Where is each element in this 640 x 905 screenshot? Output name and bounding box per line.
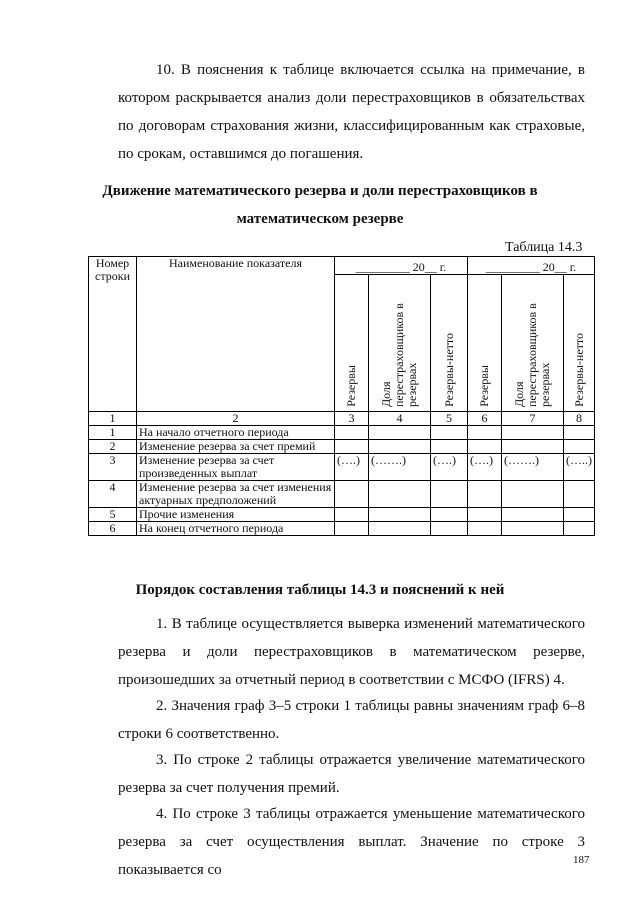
cell xyxy=(369,508,431,522)
cell xyxy=(431,481,468,508)
body-paragraph-2: 2. Значения граф 3–5 строки 1 таблицы равны значениям граф 6–8 строки 6 соответственно. xyxy=(118,698,585,742)
header-indicator-name: Наименование показателя xyxy=(137,257,335,412)
table-row xyxy=(89,440,595,454)
cell: (….) xyxy=(335,454,369,481)
table-title-line-1: Движение математического резерва и доли перестраховщиков в xyxy=(102,183,538,199)
header-period-1 xyxy=(335,257,468,275)
reserve-table xyxy=(88,256,595,536)
header-period-2 xyxy=(468,257,595,275)
col-number: 5 xyxy=(431,412,468,426)
subheader-net-reserves-1: Резервы-нетто xyxy=(431,275,468,412)
cell: (…..) xyxy=(564,454,595,481)
table-row xyxy=(89,508,595,522)
cell xyxy=(335,522,369,536)
row-number: 2 xyxy=(89,440,137,454)
col-number: 1 xyxy=(89,412,137,426)
row-name: Изменение резерва за счет изменения актуарных предположений xyxy=(137,481,335,508)
cell: (….) xyxy=(468,454,502,481)
cell xyxy=(564,426,595,440)
cell xyxy=(431,522,468,536)
cell xyxy=(431,426,468,440)
table-title-line-2: математическом резерве xyxy=(236,211,404,227)
row-name: Изменение резерва за счет премий xyxy=(137,440,335,454)
table-number: Таблица 14.3 xyxy=(505,240,583,255)
body-paragraph-4: 4. По строке 3 таблицы отражается уменьшение математического резерва за счет осуществления выплат. Значение по строке 3 показывается со xyxy=(118,806,585,878)
subheader-reinsurer-share-2: Доля перестраховщиков в резервах xyxy=(502,275,564,412)
subheader-net-reserves-2: Резервы-нетто xyxy=(564,275,595,412)
table-row xyxy=(89,454,595,481)
cell xyxy=(564,481,595,508)
col-number: 8 xyxy=(564,412,595,426)
cell xyxy=(502,481,564,508)
row-number: 6 xyxy=(89,522,137,536)
table-row xyxy=(89,426,595,440)
cell xyxy=(468,481,502,508)
page-number: 187 xyxy=(573,854,590,866)
intro-paragraph: 10. В пояснения к таблице включается ссылка на примечание, в котором раскрывается анализ доли перестраховщиков в обязательствах по договорам страхования жизни, классифицированным как страховые, по срокам, оставшимся до погашения. xyxy=(118,62,585,162)
period-2-label: _________ 20__ г. xyxy=(485,260,577,274)
cell xyxy=(502,426,564,440)
row-number: 5 xyxy=(89,508,137,522)
row-number: 3 xyxy=(89,454,137,481)
col-number: 4 xyxy=(369,412,431,426)
col-number: 6 xyxy=(468,412,502,426)
row-name: На конец отчетного периода xyxy=(137,522,335,536)
table-row xyxy=(89,522,595,536)
cell xyxy=(335,481,369,508)
row-number: 4 xyxy=(89,481,137,508)
cell xyxy=(468,440,502,454)
row-name: На начало отчетного периода xyxy=(137,426,335,440)
subheader-reserves-1: Резервы xyxy=(335,275,369,412)
table-header-row xyxy=(89,257,595,275)
subheader-reserves-2: Резервы xyxy=(468,275,502,412)
column-number-row xyxy=(89,412,595,426)
body-paragraph-1: 1. В таблице осуществляется выверка изменений математического резерва и доли перестраховщиков в математическом резерве, произошедших за отчетный период в соответствии с МСФО (IFRS) 4. xyxy=(118,616,585,688)
cell xyxy=(369,440,431,454)
row-name: Изменение резерва за счет произведенных выплат xyxy=(137,454,335,481)
col-number: 7 xyxy=(502,412,564,426)
cell: (…….) xyxy=(369,454,431,481)
cell xyxy=(502,522,564,536)
cell xyxy=(564,440,595,454)
cell xyxy=(369,481,431,508)
cell xyxy=(564,522,595,536)
body-paragraph-3: 3. По строке 2 таблицы отражается увеличение математического резерва за счет получения премий. xyxy=(118,752,585,796)
row-name: Прочие изменения xyxy=(137,508,335,522)
cell xyxy=(335,508,369,522)
cell xyxy=(468,426,502,440)
cell xyxy=(431,440,468,454)
cell xyxy=(468,522,502,536)
cell xyxy=(564,508,595,522)
cell xyxy=(431,508,468,522)
cell xyxy=(468,508,502,522)
subheader-reinsurer-share-1: Доля перестраховщиков в резервах xyxy=(369,275,431,412)
col-number: 2 xyxy=(137,412,335,426)
cell xyxy=(369,426,431,440)
cell xyxy=(502,440,564,454)
cell: (….) xyxy=(431,454,468,481)
col-number: 3 xyxy=(335,412,369,426)
cell xyxy=(369,522,431,536)
row-number: 1 xyxy=(89,426,137,440)
table-row xyxy=(89,481,595,508)
header-row-number: Номер строки xyxy=(89,257,137,412)
cell: (…….) xyxy=(502,454,564,481)
cell xyxy=(335,426,369,440)
cell xyxy=(335,440,369,454)
section-heading: Порядок составления таблицы 14.3 и пояснений к ней xyxy=(135,582,505,598)
cell xyxy=(502,508,564,522)
period-1-label: _________ 20__ г. xyxy=(355,260,447,274)
